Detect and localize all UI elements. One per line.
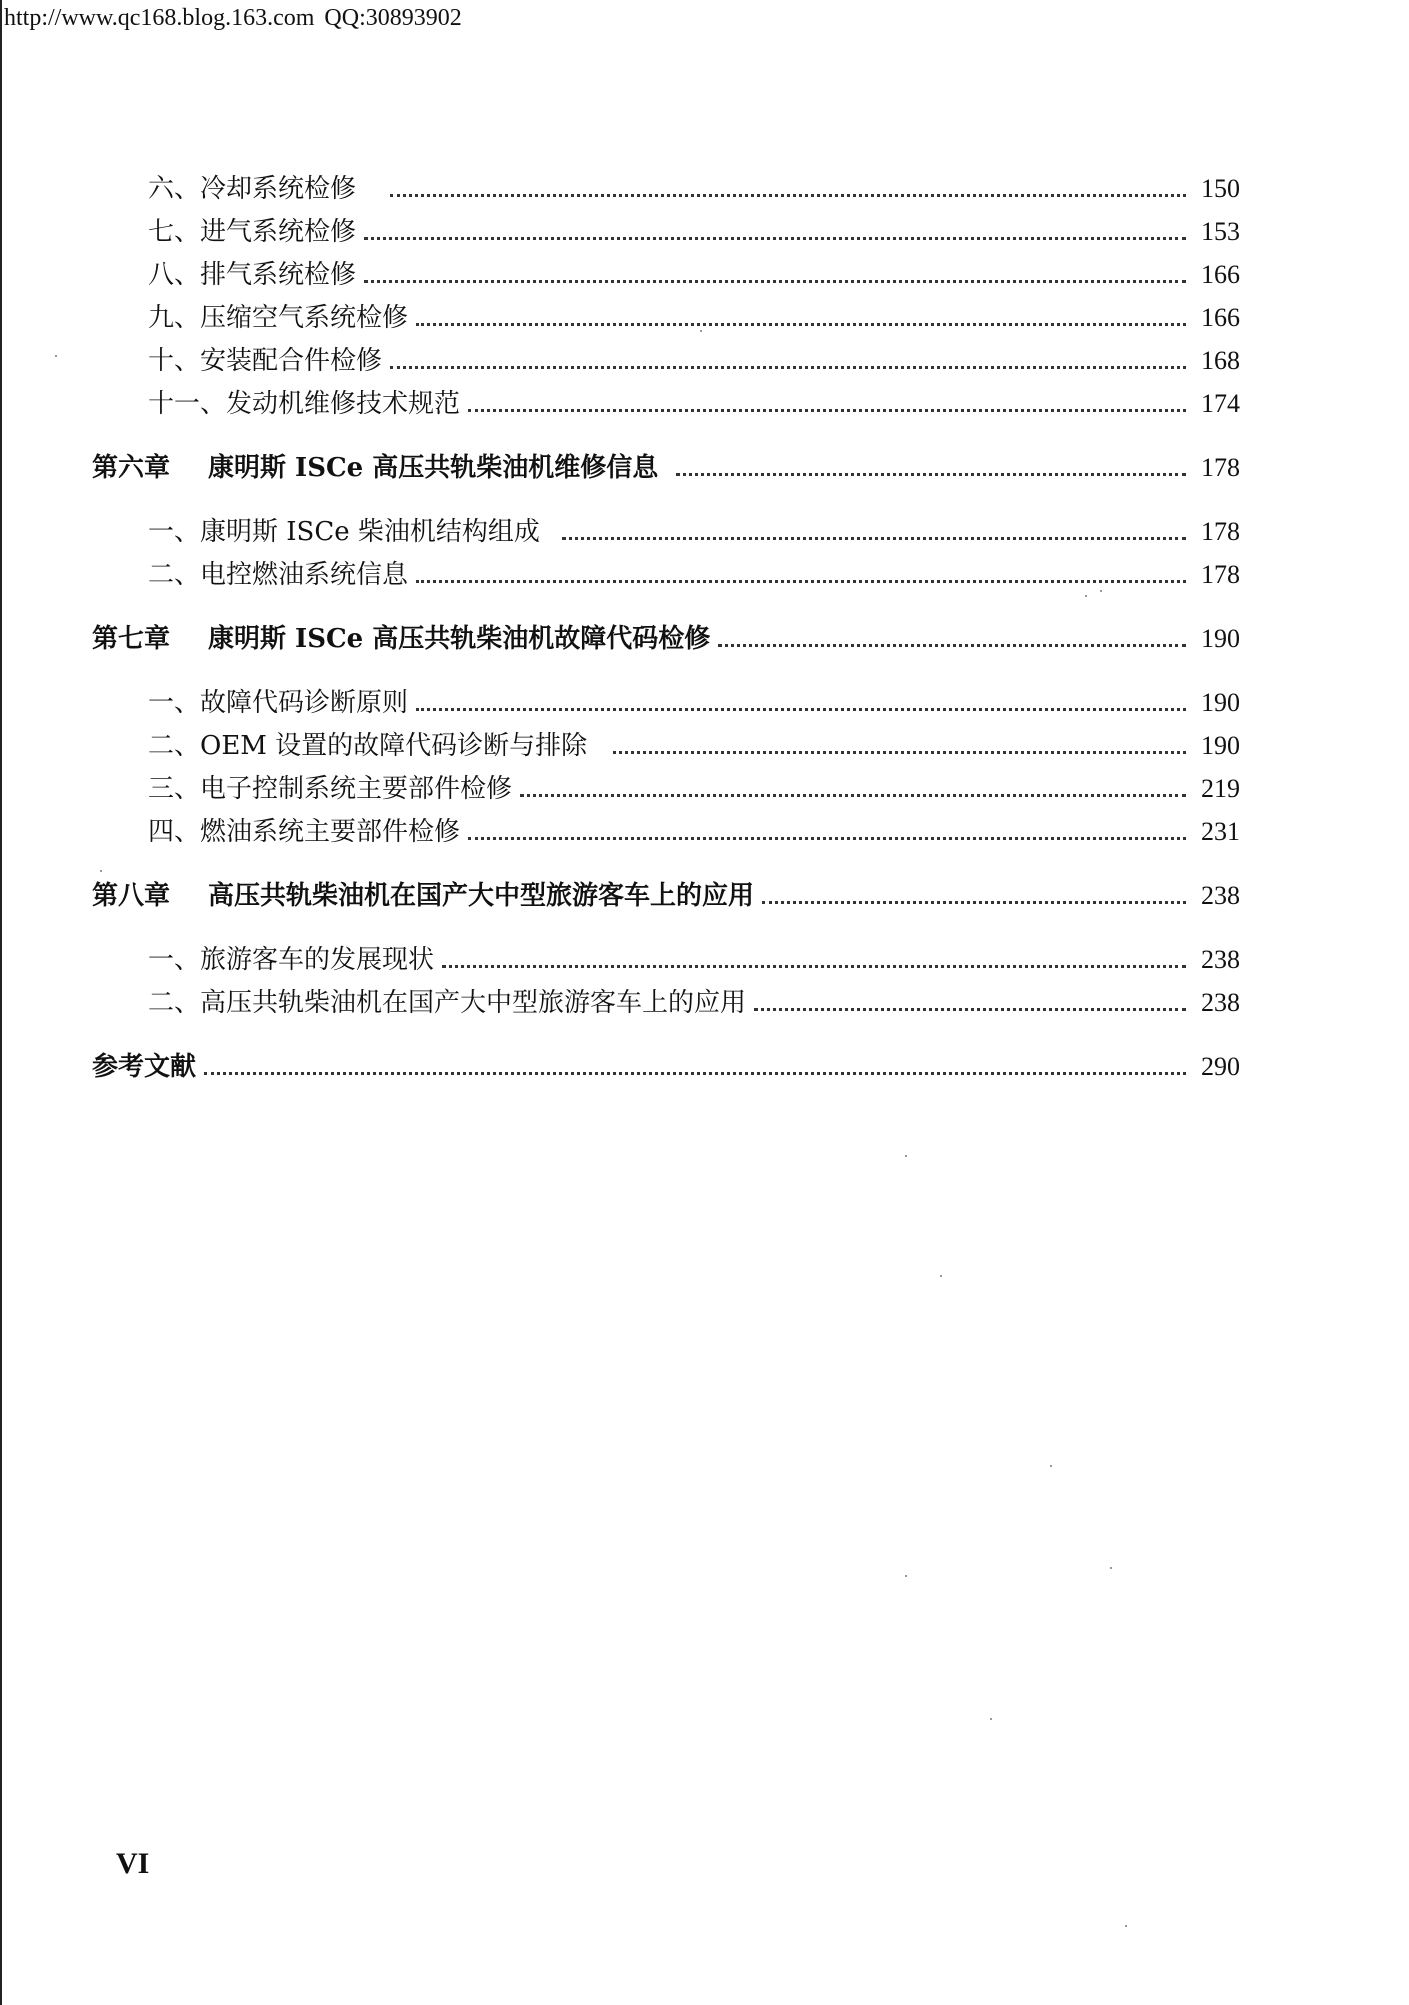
toc-entry — [148, 558, 1240, 592]
toc-entry — [148, 686, 1240, 720]
toc-chapter-title: 高压共轨柴油机在国产大中型旅游客车上的应用 — [208, 881, 755, 911]
toc-entry-title: 二、电控燃油系统信息 — [148, 560, 409, 590]
toc-entry — [148, 387, 1240, 421]
toc-chapter — [92, 451, 1240, 485]
toc-entry — [148, 815, 1240, 849]
toc-entry-title: 二、OEM 设置的故障代码诊断与排除 — [148, 731, 588, 761]
toc-leader-dots — [364, 237, 1186, 240]
toc-entry-title: 十一、发动机维修技术规范 — [148, 389, 461, 419]
scan-speck — [1100, 590, 1102, 592]
toc-entry-page: 238 — [1201, 945, 1240, 974]
toc-leader-dots — [416, 323, 1186, 326]
toc-chapter-page: 178 — [1201, 453, 1240, 482]
toc-leader-dots — [416, 708, 1186, 711]
toc-entry — [148, 986, 1240, 1020]
toc-leader-dots — [468, 409, 1186, 412]
scan-speck — [100, 870, 102, 872]
toc-entry-page: 174 — [1201, 389, 1240, 418]
toc-entry — [148, 215, 1240, 249]
toc-leader-dots — [364, 280, 1186, 283]
toc-entry-page: 219 — [1201, 774, 1240, 803]
toc-chapter-title: 参考文献 — [92, 1052, 197, 1082]
toc-entry-page: 153 — [1201, 217, 1240, 246]
toc-leader-dots — [676, 473, 1186, 476]
toc-entry-title: 八、排气系统检修 — [148, 260, 357, 290]
scan-speck — [905, 1575, 907, 1577]
toc-chapter-heading — [92, 879, 754, 913]
toc-chapter-heading — [92, 622, 710, 656]
toc-chapter — [92, 879, 1240, 913]
toc-chapter-page: 238 — [1201, 881, 1240, 910]
toc-entry-page: 168 — [1201, 346, 1240, 375]
toc-entry-page: 178 — [1201, 517, 1240, 546]
toc-entry-title: 三、电子控制系统主要部件检修 — [148, 774, 513, 804]
toc-entry — [148, 344, 1240, 378]
scan-speck — [990, 1718, 992, 1720]
toc-chapter — [92, 622, 1240, 656]
scan-speck — [905, 1155, 907, 1157]
toc-entry-page: 190 — [1201, 688, 1240, 717]
toc-entry-page: 231 — [1201, 817, 1240, 846]
toc-leader-dots — [613, 751, 1186, 754]
scan-speck — [55, 355, 57, 357]
toc-entry-title: 七、进气系统检修 — [148, 217, 357, 247]
scan-speck — [1085, 595, 1087, 597]
toc-entry-title: 九、压缩空气系统检修 — [148, 303, 409, 333]
header-qq: QQ:30893902 — [324, 5, 462, 31]
scan-speck — [1050, 1465, 1052, 1467]
toc-entry — [148, 258, 1240, 292]
toc-chapter-heading — [92, 1050, 196, 1084]
toc-chapter-page: 190 — [1201, 624, 1240, 653]
toc-chapter-label: 第八章 — [92, 881, 171, 911]
toc-entry — [148, 943, 1240, 977]
toc-leader-dots — [442, 965, 1186, 968]
toc-entry — [148, 172, 1240, 206]
toc-entry — [148, 729, 1240, 763]
toc-leader-dots — [416, 580, 1186, 583]
toc-entry-title: 四、燃油系统主要部件检修 — [148, 817, 461, 847]
toc-entry-title: 一、故障代码诊断原则 — [148, 688, 409, 718]
toc-entry — [148, 301, 1240, 335]
toc-entry-title: 十、安装配合件检修 — [148, 346, 383, 376]
toc-leader-dots — [390, 194, 1186, 197]
toc-entry-page: 166 — [1201, 303, 1240, 332]
toc-chapter-label: 第六章 — [92, 453, 171, 483]
footer-page-number: VI — [116, 1847, 150, 1880]
toc-leader-dots — [520, 794, 1186, 797]
toc-entry-page: 166 — [1201, 260, 1240, 289]
toc-entry-title: 六、冷却系统检修 — [148, 174, 357, 204]
toc-chapter-title: 康明斯 ISCe 高压共轨柴油机维修信息 — [208, 453, 659, 483]
toc-chapter-title: 康明斯 ISCe 高压共轨柴油机故障代码检修 — [208, 624, 711, 654]
toc-leader-dots — [204, 1072, 1186, 1075]
toc-entry-page: 178 — [1201, 560, 1240, 589]
scan-speck — [1125, 1925, 1127, 1927]
toc-leader-dots — [754, 1008, 1186, 1011]
toc-entry-page: 150 — [1201, 174, 1240, 203]
toc-entry — [148, 772, 1240, 806]
toc-chapter-page: 290 — [1201, 1052, 1240, 1081]
scan-speck — [1110, 1567, 1112, 1569]
toc-chapter-label: 第七章 — [92, 624, 171, 654]
toc-entry-title: 二、高压共轨柴油机在国产大中型旅游客车上的应用 — [148, 988, 747, 1018]
toc-leader-dots — [718, 644, 1186, 647]
toc-leader-dots — [562, 537, 1186, 540]
toc-entry-page: 238 — [1201, 988, 1240, 1017]
scan-speck — [940, 1275, 942, 1277]
toc-chapter-heading — [92, 451, 658, 485]
toc-entry — [148, 515, 1240, 549]
toc-chapter — [92, 1050, 1240, 1084]
toc-leader-dots — [390, 366, 1186, 369]
toc-leader-dots — [762, 901, 1186, 904]
toc-leader-dots — [468, 837, 1186, 840]
toc-entry-page: 190 — [1201, 731, 1240, 760]
toc-entry-title: 一、康明斯 ISCe 柴油机结构组成 — [148, 517, 540, 547]
scan-speck — [700, 330, 702, 332]
header-url: http://www.qc168.blog.163.com — [4, 5, 315, 31]
toc-entry-title: 一、旅游客车的发展现状 — [148, 945, 435, 975]
